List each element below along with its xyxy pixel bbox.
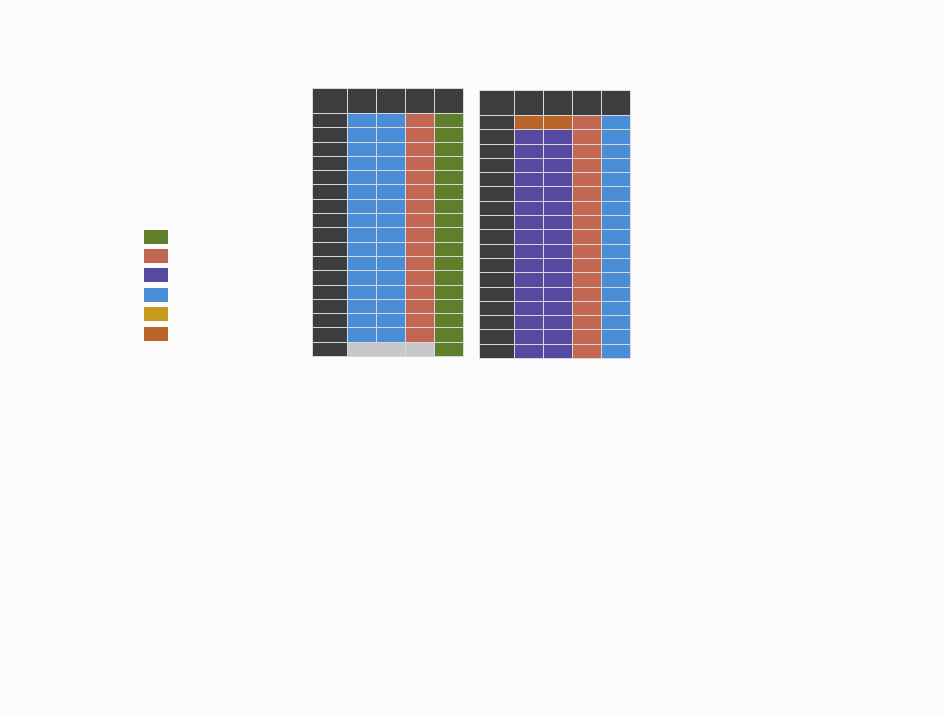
unit-type-cell [544,344,573,358]
unit-type-cell [435,142,464,156]
unit-type-cell [406,242,435,256]
unit-type-cell [377,299,406,313]
unit-type-cell [406,185,435,199]
legend-item-3-bedroom [144,246,182,265]
unit-type-cell [544,144,573,158]
unit-table [312,88,464,357]
table-row [313,256,464,270]
unit-type-cell [602,301,631,315]
block-title [312,74,464,88]
unit-type-cell [515,287,544,301]
unit-type-cell [573,201,602,215]
unit-type-cell [544,287,573,301]
unit-type-cell [602,287,631,301]
unit-level-header [480,91,515,116]
unit-type-cell [515,244,544,258]
unit-type-cell [348,256,377,270]
unit-type-cell [602,316,631,330]
unit-type-cell [602,330,631,344]
unit-type-cell [602,144,631,158]
level-label [313,171,348,185]
unit-type-cell [406,156,435,170]
legend-swatch [144,307,168,321]
table-row [480,116,631,130]
unit-type-cell [602,273,631,287]
unit-type-cell [435,156,464,170]
unit-type-cell [435,342,464,356]
legend-swatch [144,230,168,244]
level-label [480,173,515,187]
unit-type-cell [573,187,602,201]
unit-type-cell [515,116,544,130]
unit-number-header [544,91,573,116]
legend-swatch [144,288,168,302]
unit-type-cell [377,285,406,299]
unit-type-cell [348,171,377,185]
unit-type-cell [377,199,406,213]
level-label [480,273,515,287]
unit-type-cell [435,171,464,185]
unit-type-cell [348,128,377,142]
unit-type-cell [348,328,377,342]
table-row [480,144,631,158]
unit-type-cell [348,199,377,213]
table-row [313,299,464,313]
level-label [480,230,515,244]
unit-type-cell [406,285,435,299]
unit-type-cell [435,242,464,256]
unit-type-cell [515,201,544,215]
unit-type-cell [377,328,406,342]
unit-type-cell [602,173,631,187]
unit-level-header [313,89,348,114]
unit-type-cell [515,316,544,330]
table-row [313,171,464,185]
unit-type-cell [573,216,602,230]
table-row [480,216,631,230]
unit-type-cell [602,344,631,358]
table-row [480,130,631,144]
unit-type-cell [515,130,544,144]
legend-swatch [144,327,168,341]
level-label [313,342,348,356]
unit-type-cell [406,214,435,228]
unit-type-cell [406,114,435,128]
unit-type-cell [573,301,602,315]
unit-type-cell [377,314,406,328]
level-label [480,316,515,330]
unit-type-cell [602,187,631,201]
level-label [313,285,348,299]
unit-type-cell [348,228,377,242]
table-row [313,314,464,328]
table-row [480,344,631,358]
table-row [313,328,464,342]
unit-type-cell [406,271,435,285]
unit-type-cell [406,142,435,156]
unit-type-cell [573,287,602,301]
table-row [480,187,631,201]
unit-type-cell [435,328,464,342]
legend-item-2-bedroom [144,227,182,246]
level-label [313,328,348,342]
level-label [313,228,348,242]
level-label [480,216,515,230]
legend-swatch [144,268,168,282]
table-row [313,228,464,242]
level-label [313,156,348,170]
unit-number-header [377,89,406,114]
unit-type-cell [573,258,602,272]
unit-type-cell [573,344,602,358]
unit-type-cell [573,330,602,344]
unit-type-cell [602,230,631,244]
unit-type-cell [602,130,631,144]
legend-item-5-bedroom [144,285,182,304]
unit-number-header [348,89,377,114]
unit-type-cell [602,244,631,258]
unit-type-cell [406,128,435,142]
legend-item-5-bedroom-maisonette [144,305,182,324]
level-label [480,201,515,215]
unit-type-cell [544,173,573,187]
level-label [480,116,515,130]
unit-type-cell [435,271,464,285]
unit-type-cell [573,158,602,172]
legend-item-4-bedroom-penthouse [144,324,182,343]
unit-number-header [602,91,631,116]
table-row [313,214,464,228]
unit-type-cell [348,299,377,313]
level-label [313,128,348,142]
unit-table [479,90,631,359]
table-row [313,271,464,285]
block-15 [312,74,464,357]
unit-type-cell [573,230,602,244]
unit-type-cell [573,130,602,144]
unit-type-cell [544,230,573,244]
unit-type-cell [348,214,377,228]
level-label [313,314,348,328]
table-row [480,201,631,215]
unit-type-cell [377,228,406,242]
unit-type-cell [348,142,377,156]
unit-type-cell [377,271,406,285]
level-label [480,344,515,358]
unit-type-cell [544,216,573,230]
level-label [313,114,348,128]
unit-type-cell [406,328,435,342]
unit-type-cell [406,342,435,356]
unit-type-cell [515,301,544,315]
table-row [480,287,631,301]
unit-type-cell [573,116,602,130]
level-label [313,142,348,156]
unit-type-cell [348,114,377,128]
table-row [480,158,631,172]
unit-type-cell [435,185,464,199]
table-row [313,242,464,256]
table-row [313,285,464,299]
level-label [480,330,515,344]
unit-type-cell [544,316,573,330]
unit-type-cell [377,142,406,156]
unit-type-cell [348,314,377,328]
unit-type-cell [348,156,377,170]
unit-type-cell [515,187,544,201]
unit-type-cell [544,301,573,315]
unit-type-cell [573,173,602,187]
unit-type-cell [602,216,631,230]
unit-type-cell [348,242,377,256]
unit-type-cell [435,228,464,242]
unit-type-cell [515,273,544,287]
level-label [313,271,348,285]
unit-type-cell [435,256,464,270]
unit-type-cell [602,258,631,272]
unit-type-cell [377,156,406,170]
unit-number-header [573,91,602,116]
unit-type-cell [435,199,464,213]
table-row [480,330,631,344]
level-label [480,187,515,201]
unit-type-cell [544,258,573,272]
unit-type-cell [435,314,464,328]
unit-type-cell [515,344,544,358]
unit-type-cell [377,256,406,270]
unit-type-cell [377,114,406,128]
unit-type-cell [544,116,573,130]
unit-type-cell [406,171,435,185]
level-label [313,256,348,270]
unit-type-cell [406,299,435,313]
unit-type-cell [544,158,573,172]
unit-type-cell [515,330,544,344]
unit-type-cell [348,185,377,199]
unit-type-cell [573,144,602,158]
legend [144,215,182,343]
unit-type-cell [515,144,544,158]
unit-type-cell [348,285,377,299]
unit-type-cell [544,244,573,258]
unit-type-cell [544,201,573,215]
unit-type-cell [544,187,573,201]
level-label [480,287,515,301]
unit-type-cell [348,342,406,356]
legend-item-4-bedroom [144,266,182,285]
table-row [313,128,464,142]
table-row [480,301,631,315]
unit-type-cell [435,128,464,142]
unit-type-cell [602,158,631,172]
unit-type-cell [435,285,464,299]
table-row [480,230,631,244]
unit-type-cell [544,273,573,287]
level-label [313,242,348,256]
table-row [480,173,631,187]
level-label [480,301,515,315]
unit-type-cell [406,314,435,328]
table-row [480,273,631,287]
unit-type-cell [515,230,544,244]
table-row [480,258,631,272]
table-row [313,156,464,170]
unit-type-cell [377,214,406,228]
legend-swatch [144,249,168,263]
level-label [480,258,515,272]
unit-type-cell [406,199,435,213]
unit-number-header [406,89,435,114]
unit-type-cell [348,271,377,285]
unit-type-cell [435,114,464,128]
level-label [313,185,348,199]
level-label [480,144,515,158]
unit-type-cell [573,273,602,287]
unit-type-cell [406,228,435,242]
unit-type-cell [406,256,435,270]
unit-type-cell [377,185,406,199]
block-title [479,76,631,90]
unit-type-cell [573,316,602,330]
unit-type-cell [602,116,631,130]
level-label [480,158,515,172]
unit-type-cell [602,201,631,215]
level-label [480,130,515,144]
table-row [313,342,464,356]
unit-type-cell [544,130,573,144]
unit-type-cell [515,216,544,230]
table-row [480,316,631,330]
unit-type-cell [515,173,544,187]
unit-number-header [515,91,544,116]
unit-type-cell [377,128,406,142]
unit-type-cell [515,258,544,272]
unit-type-cell [515,158,544,172]
unit-type-cell [377,242,406,256]
unit-type-cell [377,171,406,185]
table-row [480,244,631,258]
level-label [313,299,348,313]
level-label [313,214,348,228]
table-row [313,185,464,199]
level-label [313,199,348,213]
unit-type-cell [435,299,464,313]
block-17 [479,76,631,359]
unit-number-header [435,89,464,114]
table-row [313,199,464,213]
table-row [313,142,464,156]
table-row [313,114,464,128]
unit-type-cell [435,214,464,228]
unit-type-cell [573,244,602,258]
unit-type-cell [544,330,573,344]
level-label [480,244,515,258]
